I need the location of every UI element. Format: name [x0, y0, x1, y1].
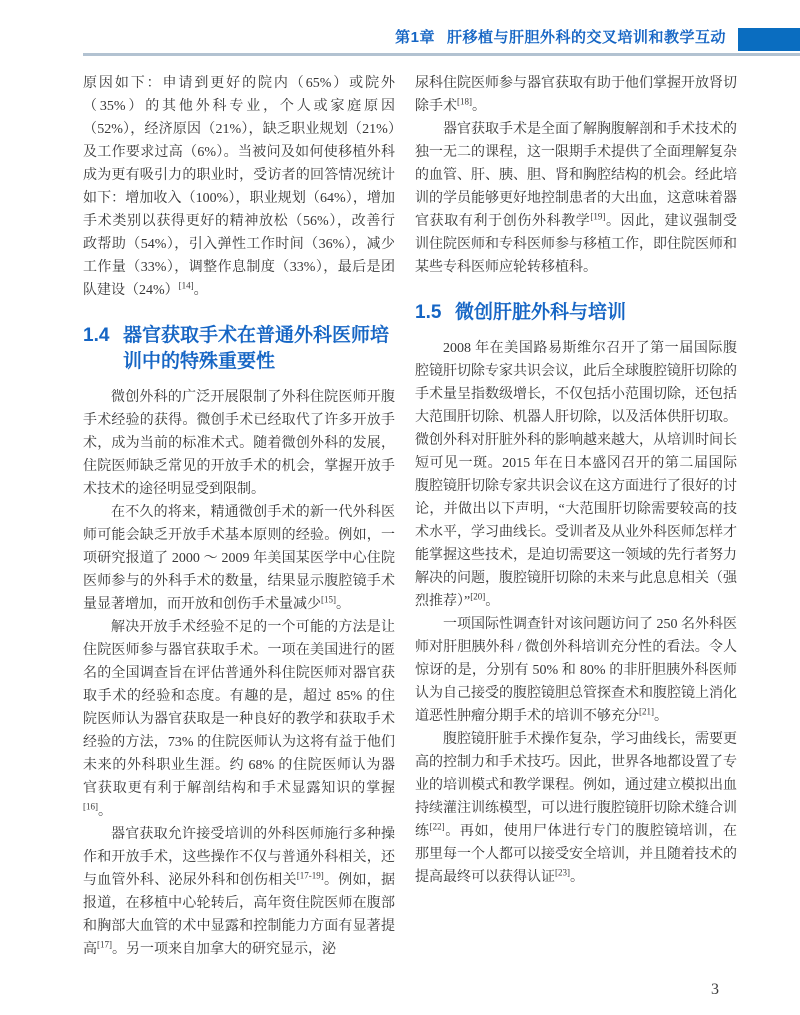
citation-ref: [16]	[83, 801, 98, 812]
paragraph: 尿科住院医师参与器官获取有助于他们掌握开放肾切除手术[18]。	[415, 76, 737, 114]
left-text-column	[83, 72, 395, 961]
paragraph: 器官获取手术是全面了解胸腹解剖和手术技术的独一无二的课程，这一限期手术提供了全面理解复杂的血管、肝、胰、胆、肾和胸腔结构的机会。经此培训的学员能够更好地控制患者的大出血，这意味着器官获取有利于创伤外科教学[19]。因此，建议强制受训住院医师和专科医师参与移植工作，即住院医师和某些专科医师应轮转移植科。	[415, 122, 738, 275]
citation-ref: [18]	[457, 96, 472, 107]
citation-ref: [20]	[470, 591, 486, 602]
paragraph: 腹腔镜肝脏手术操作复杂，学习曲线长，需要更高的控制力和手术技巧。因此，世界各地都设置了专业的培训模式和教学课程。例如，通过建立模拟出血持续灌注训练模型，可以进行腹腔镜肝切除术缝合训练[22]。再如，使用尸体进行专门的腹腔镜培训，在那里每一个人都可以接受安全培训，并且随着技术的提高最终可以获得认证[23]。	[415, 732, 738, 885]
citation-ref: [17-19]	[296, 870, 324, 881]
citation-ref: [19]	[590, 211, 606, 222]
section-number: 1.5	[415, 302, 442, 323]
section-title: 器官获取手术在普通外科医师培训中的特殊重要性	[123, 325, 390, 372]
paragraph: 器官获取允许接受培训的外科医师施行多种操作和开放手术，这些操作不仅与普通外科相关，还与血管外科、泌尿外科和创伤相关[17-19]。例如，据报道，在移植中心轮转后，高年资住院医师在腹部和胸部大血管的术中显露和控制能力方面有显著提高[17]。另一项来自加拿大的研究显示，泌	[83, 827, 395, 957]
citation-ref: [14]	[178, 280, 194, 291]
paragraph: 解决开放手术经验不足的一个可能的方法是让住院医师参与器官获取手术。一项在美国进行的匿名的全国调查旨在评估普通外科住院医师对器官获取手术的经验和态度。有趣的是，超过 85% 的住院医师认为器官获取是一种良好的教学和获取手术经验的方法，73% 的住院医师认为这将有益于他们未来的外科职业生涯。约 68% 的住院医师认为器官获取更有利于解剖结构和手术显露知识的掌握[16]。	[83, 620, 395, 819]
section-heading	[415, 300, 737, 326]
page-number: 3	[711, 981, 719, 998]
paragraph: 在不久的将来，精通微创手术的新一代外科医师可能会缺乏开放手术基本原则的经验。例如，一项研究报道了 2000 ～ 2009 年美国某医学中心住院医师参与的外科手术的数量，结果显示腹腔镜手术量显著增加，而开放和创伤手术量减少[15]。	[83, 505, 395, 612]
section-number: 1.4	[83, 325, 110, 346]
citation-ref: [22]	[429, 821, 445, 832]
citation-ref: [15]	[321, 594, 336, 605]
chapter-number: 第1章	[395, 29, 435, 46]
paragraph: 2008 年在美国路易斯维尔召开了第一届国际腹腔镜肝切除专家共识会议，此后全球腹腔镜肝切除的手术量呈指数级增长，不仅包括小范围切除，还包括大范围肝切除、机器人肝切除，以及活体供肝切取。微创外科对肝脏外科的影响越来越大，从培训时间长短可见一斑。2015 年在日本盛冈召开的第二届国际腹腔镜肝切除专家共识会议在这方面进行了很好的讨论，并做出以下声明，“大范围肝切除需要较高的技术水平，学习曲线长。受训者及从业外科医师怎样才能掌握这些技术，是迫切需要这一领域的先行者努力解决的问题，腹腔镜肝切除的未来与此息息相关（强烈推荐）”[20]。	[415, 341, 737, 609]
citation-ref: [17]	[97, 939, 112, 950]
header-divider-line	[83, 53, 800, 56]
chapter-title: 肝移植与肝胆外科的交叉培训和教学互动	[446, 29, 726, 46]
citation-ref: [21]	[639, 706, 654, 717]
right-text-column	[415, 72, 737, 889]
citation-ref: [23]	[555, 867, 570, 878]
paragraph: 原因如下：申请到更好的院内（65%）或院外（35%）的其他外科专业，个人或家庭原因（52%），经济原因（21%），缺乏职业规划（21%）及工作要求过高（6%）。当被问及如何使移植外科成为更有吸引力的职业时，受访者的回答情况统计如下：增加收入（100%），职业规划（64%），增加手术类别以获得更好的精神放松（56%），改善行政帮助（54%），引入弹性工作时间（36%），减少工作量（33%），调整作息制度（33%），最后是团队建设（24%）[14]。	[83, 76, 395, 298]
header-accent-block	[738, 28, 800, 51]
chapter-header	[395, 26, 726, 47]
paragraph: 一项国际性调查针对该问题访问了 250 名外科医师对肝胆胰外科 / 微创外科培训充分性的看法。令人惊讶的是，分别有 50% 和 80% 的非肝胆胰外科医师认为自己接受的腹腔镜胆总管探查术和腹腔镜上消化道恶性肿瘤分期手术的培训不够充分[21]。	[415, 617, 737, 724]
paragraph: 微创外科的广泛开展限制了外科住院医师开腹手术经验的获得。微创手术已经取代了许多开放手术，成为当前的标准术式。随着微创外科的发展，住院医师缺乏常见的开放手术的机会，掌握开放手术技术的途径明显受到限制。	[83, 390, 395, 497]
section-title: 微创肝脏外科与培训	[455, 302, 627, 323]
section-heading	[83, 323, 395, 375]
